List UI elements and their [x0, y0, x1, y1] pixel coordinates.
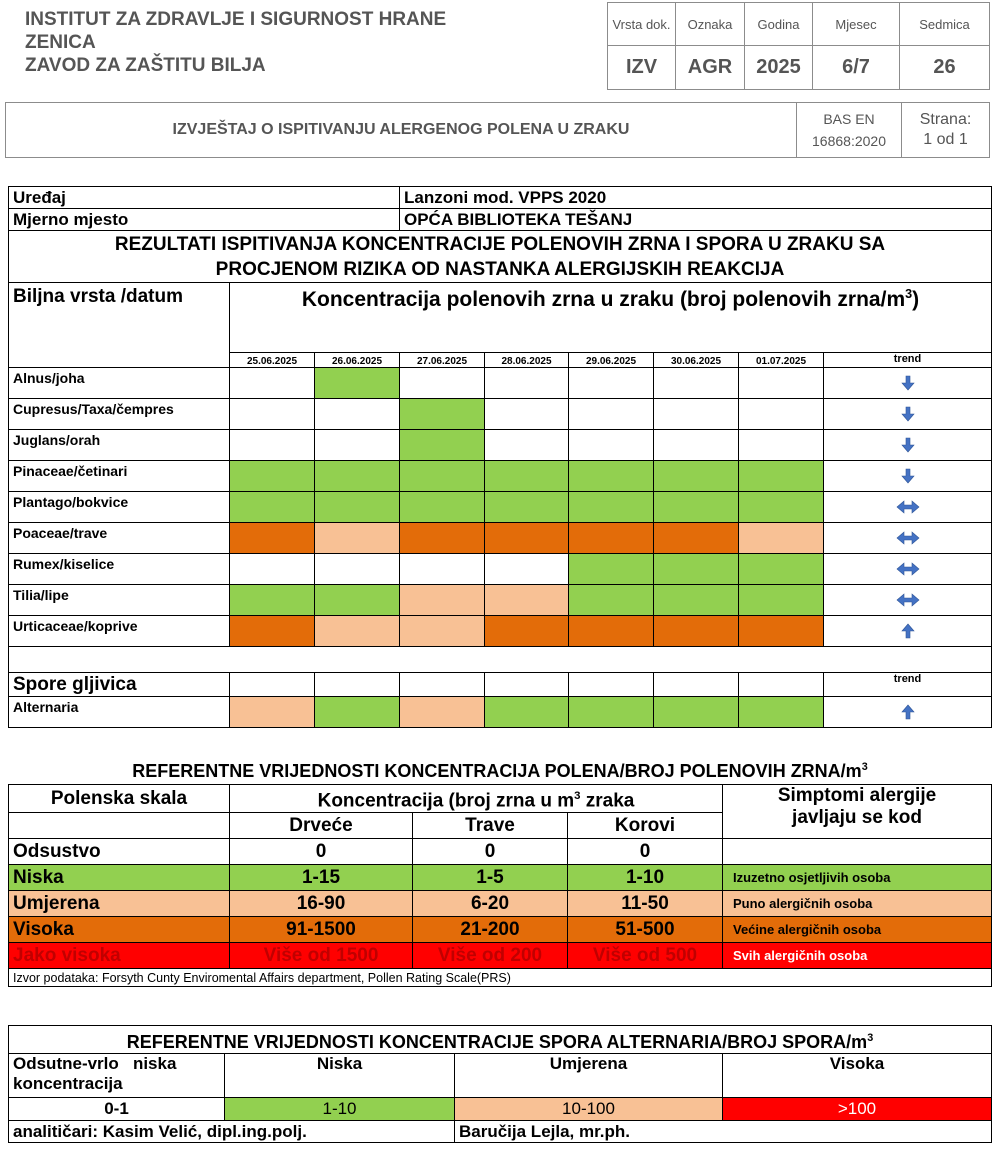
doc-label-year: Godina: [745, 3, 813, 46]
pollen-reference-table: [8, 784, 992, 987]
concentration-cell: [315, 585, 400, 616]
concentration-cell: [654, 554, 739, 585]
concentration-cell: [485, 697, 569, 728]
doc-label-code: Oznaka: [676, 3, 745, 46]
site-label: Mjerno mjesto: [9, 209, 400, 231]
level-low: Niska: [9, 865, 230, 891]
concentration-cell: [485, 399, 569, 430]
concentration-cell: [400, 461, 485, 492]
concentration-cell: [654, 399, 739, 430]
analyst-2: Baručija Lejla, mr.ph.: [455, 1121, 992, 1143]
spore-header: Spore gljivica: [9, 673, 230, 697]
level-high: Visoka: [9, 917, 230, 943]
alternaria-title: [9, 1026, 992, 1054]
spore-trend-header: trend: [824, 673, 992, 697]
weeds-value: 1-10: [568, 865, 723, 891]
concentration-cell: [400, 430, 485, 461]
concentration-cell: [400, 399, 485, 430]
concentration-cell: [569, 430, 654, 461]
trend-cell: [824, 492, 992, 523]
weeds-value: 11-50: [568, 891, 723, 917]
concentration-cell: [739, 368, 824, 399]
concentration-cell: [400, 554, 485, 585]
weeds-value: Više od 500: [568, 943, 723, 969]
species-row: [9, 697, 992, 728]
standard-line-2: 16868:2020: [812, 133, 886, 149]
document-code-table: [607, 2, 990, 90]
device-label: Uređaj: [9, 187, 400, 209]
concentration-cell: [485, 585, 569, 616]
alternaria-title-text: REFERENTNE VRIJEDNOSTI KONCENTRACIJE SPORA ALTERNARIA/BROJ SPORA/m: [126, 1031, 868, 1052]
concentration-cell: [569, 697, 654, 728]
concentration-cell: [569, 616, 654, 647]
date-header: 27.06.2025: [400, 353, 485, 368]
level-absent: Odsustvo: [9, 839, 230, 865]
trend-cell: [824, 461, 992, 492]
concentration-cell: [230, 523, 315, 554]
ref-concentration-end: zraka: [580, 790, 635, 812]
concentration-cell: [739, 697, 824, 728]
empty-cell: [485, 673, 569, 697]
concentration-cell: [654, 492, 739, 523]
concentration-cell: [654, 523, 739, 554]
concentration-cell: [654, 616, 739, 647]
concentration-cell: [569, 554, 654, 585]
symptoms-header: [723, 785, 992, 839]
pollen-reference-title: [8, 761, 992, 782]
symptom-text: Većine alergičnih osoba: [723, 917, 992, 943]
trend-up-icon: [901, 704, 915, 720]
trees-value: 1-15: [230, 865, 413, 891]
grass-value: 0: [413, 839, 568, 865]
species-name: Pinaceae/četinari: [9, 461, 230, 492]
concentration-cell: [485, 523, 569, 554]
grass-value: 1-5: [413, 865, 568, 891]
concentration-cell: [230, 399, 315, 430]
species-name: Alternaria: [9, 697, 230, 728]
concentration-cell: [315, 461, 400, 492]
grass-value: 6-20: [413, 891, 568, 917]
concentration-cell: [400, 585, 485, 616]
doc-value-week: 26: [900, 46, 990, 90]
alt-header-high: Visoka: [723, 1054, 992, 1098]
concentration-cell: [315, 554, 400, 585]
species-name: Juglans/orah: [9, 430, 230, 461]
concentration-cell: [569, 585, 654, 616]
symptom-text: [723, 839, 992, 865]
concentration-cell: [654, 368, 739, 399]
alt-value-absent: 0-1: [9, 1098, 225, 1121]
alt-header-low: Niska: [225, 1054, 455, 1098]
alt-header-moderate: Umjerena: [455, 1054, 723, 1098]
date-header: 01.07.2025: [739, 353, 824, 368]
species-row: [9, 430, 992, 461]
concentration-cell: [315, 523, 400, 554]
concentration-cell: [739, 399, 824, 430]
standard-reference: [797, 103, 902, 158]
species-row: [9, 492, 992, 523]
concentration-cell: [739, 523, 824, 554]
alt-value-low: 1-10: [225, 1098, 455, 1121]
species-name: Urticaceae/koprive: [9, 616, 230, 647]
species-row: [9, 523, 992, 554]
doc-label-week: Sedmica: [900, 3, 990, 46]
alt-header-absent-line-1: Odsutne-vrlo niska: [13, 1054, 177, 1073]
alt-value-moderate: 10-100: [455, 1098, 723, 1121]
concentration-cell: [230, 368, 315, 399]
concentration-cell: [400, 492, 485, 523]
concentration-cell: [485, 492, 569, 523]
concentration-cell: [230, 697, 315, 728]
species-row: [9, 554, 992, 585]
doc-value-month: 6/7: [813, 46, 900, 90]
concentration-cell: [400, 697, 485, 728]
concentration-header-sup: 3: [905, 287, 913, 301]
spacer-row: [9, 647, 992, 673]
symptom-text: Svih alergičnih osoba: [723, 943, 992, 969]
species-name: Plantago/bokvice: [9, 492, 230, 523]
data-source: Izvor podataka: Forsyth Cunty Enviromental Affairs department, Pollen Rating Scale(PRS): [9, 969, 992, 987]
concentration-cell: [400, 616, 485, 647]
concentration-cell: [569, 461, 654, 492]
concentration-cell: [230, 554, 315, 585]
concentration-header-text: Koncentracija polenovih zrna u zraku (broj polenovih zrna/m: [301, 288, 906, 311]
concentration-cell: [315, 430, 400, 461]
symptoms-header-line-1: Simptomi alergije: [777, 785, 937, 806]
doc-value-code: AGR: [676, 46, 745, 90]
concentration-cell: [739, 554, 824, 585]
pollen-reference-title-text: REFERENTNE VRIJEDNOSTI KONCENTRACIJA POLENA/BROJ POLENOVIH ZRNA/m: [132, 761, 862, 781]
trend-header: trend: [824, 353, 992, 368]
concentration-cell: [230, 585, 315, 616]
empty-cell: [230, 673, 315, 697]
date-header: 26.06.2025: [315, 353, 400, 368]
empty-cell: [739, 673, 824, 697]
concentration-cell: [485, 554, 569, 585]
doc-label-month: Mjesec: [813, 3, 900, 46]
section-title-line-2: PROCJENOM RIZIKA OD NASTANKA ALERGIJSKIH REAKCIJA: [215, 258, 785, 280]
concentration-cell: [654, 697, 739, 728]
species-row: [9, 616, 992, 647]
trend-cell: [824, 697, 992, 728]
empty-cell: [315, 673, 400, 697]
doc-label-type: Vrsta dok.: [608, 3, 676, 46]
concentration-cell: [739, 430, 824, 461]
institute-name: [25, 8, 595, 77]
concentration-cell: [569, 399, 654, 430]
site-value: OPĆA BIBLIOTEKA TEŠANJ: [400, 209, 992, 231]
weeds-value: 51-500: [568, 917, 723, 943]
concentration-cell: [315, 399, 400, 430]
scale-header: Polenska skala: [9, 785, 230, 813]
concentration-cell: [654, 461, 739, 492]
trend-both-icon: [896, 530, 920, 546]
level-moderate: Umjerena: [9, 891, 230, 917]
concentration-cell: [654, 585, 739, 616]
alt-header-absent: [9, 1054, 225, 1098]
concentration-cell: [230, 492, 315, 523]
species-name: Tilia/lipe: [9, 585, 230, 616]
species-name: Cupresus/Taxa/čempres: [9, 399, 230, 430]
date-header: 25.06.2025: [230, 353, 315, 368]
concentration-header-end: ): [912, 288, 920, 311]
ref-concentration-text: Koncentracija (broj zrna u m: [317, 790, 575, 812]
concentration-cell: [230, 430, 315, 461]
page-value: 1 od 1: [923, 131, 968, 148]
species-row: [9, 461, 992, 492]
trend-down-icon: [901, 406, 915, 422]
species-name: Rumex/kiselice: [9, 554, 230, 585]
concentration-cell: [400, 368, 485, 399]
alternaria-reference-table: [8, 1025, 992, 1143]
trees-value: 91-1500: [230, 917, 413, 943]
concentration-header: [230, 283, 992, 353]
grass-value: 21-200: [413, 917, 568, 943]
concentration-cell: [315, 697, 400, 728]
institute-line-1: INSTITUT ZA ZDRAVLJE I SIGURNOST HRANE: [25, 9, 447, 30]
trend-down-icon: [901, 468, 915, 484]
trend-both-icon: [896, 592, 920, 608]
device-value: Lanzoni mod. VPPS 2020: [400, 187, 992, 209]
level-very-high: Jako visoka: [9, 943, 230, 969]
trend-down-icon: [901, 375, 915, 391]
trend-cell: [824, 616, 992, 647]
concentration-cell: [230, 616, 315, 647]
species-name: Poaceae/trave: [9, 523, 230, 554]
concentration-cell: [569, 523, 654, 554]
trend-cell: [824, 585, 992, 616]
concentration-cell: [739, 492, 824, 523]
report-title: IZVJEŠTAJ O ISPITIVANJU ALERGENOG POLENA U ZRAKU: [6, 103, 797, 158]
concentration-cell: [739, 616, 824, 647]
ref-concentration-sup: 3: [574, 790, 581, 802]
trend-both-icon: [896, 561, 920, 577]
date-header: 29.06.2025: [569, 353, 654, 368]
species-row: [9, 585, 992, 616]
date-header: 28.06.2025: [485, 353, 569, 368]
empty-cell: [9, 813, 230, 839]
standard-line-1: BAS EN: [823, 111, 875, 127]
concentration-cell: [485, 461, 569, 492]
grass-value: Više od 200: [413, 943, 568, 969]
trend-cell: [824, 430, 992, 461]
analyst-1: analitičari: Kasim Velić, dipl.ing.polj.: [9, 1121, 455, 1143]
alt-header-absent-line-2: koncentracija: [13, 1074, 123, 1093]
doc-value-type: IZV: [608, 46, 676, 90]
section-title-line-1: REZULTATI ISPITIVANJA KONCENTRACIJE POLENOVIH ZRNA I SPORA U ZRAKU SA: [114, 233, 886, 255]
concentration-cell: [315, 492, 400, 523]
concentration-cell: [739, 461, 824, 492]
report-title-table: [5, 102, 990, 158]
page-indicator: [902, 103, 990, 158]
concentration-cell: [315, 616, 400, 647]
pollen-results-table: [8, 186, 992, 728]
concentration-cell: [230, 461, 315, 492]
concentration-cell: [739, 585, 824, 616]
species-row: [9, 399, 992, 430]
symptom-text: Izuzetno osjetljivih osoba: [723, 865, 992, 891]
trend-up-icon: [901, 623, 915, 639]
species-name: Alnus/joha: [9, 368, 230, 399]
date-header: 30.06.2025: [654, 353, 739, 368]
col-weeds: Korovi: [568, 813, 723, 839]
weeds-value: 0: [568, 839, 723, 865]
col-trees: Drveće: [230, 813, 413, 839]
institute-line-3: ZAVOD ZA ZAŠTITU BILJA: [25, 55, 266, 76]
page-label: Strana:: [919, 111, 972, 128]
concentration-cell: [569, 368, 654, 399]
species-row: [9, 368, 992, 399]
concentration-cell: [400, 523, 485, 554]
trees-value: Više od 1500: [230, 943, 413, 969]
concentration-cell: [485, 616, 569, 647]
concentration-cell: [485, 368, 569, 399]
trees-value: 0: [230, 839, 413, 865]
trend-down-icon: [901, 437, 915, 453]
institute-line-2: ZENICA: [25, 32, 96, 53]
trees-value: 16-90: [230, 891, 413, 917]
trend-cell: [824, 368, 992, 399]
doc-value-year: 2025: [745, 46, 813, 90]
trend-cell: [824, 523, 992, 554]
trend-cell: [824, 554, 992, 585]
concentration-cell: [315, 368, 400, 399]
concentration-cell: [569, 492, 654, 523]
concentration-cell: [654, 430, 739, 461]
concentration-cell: [485, 430, 569, 461]
empty-cell: [569, 673, 654, 697]
empty-cell: [654, 673, 739, 697]
trend-cell: [824, 399, 992, 430]
alt-value-high: >100: [723, 1098, 992, 1121]
pollen-reference-title-sup: 3: [861, 761, 868, 773]
alternaria-title-sup: 3: [867, 1031, 874, 1044]
section-title: [9, 231, 992, 283]
empty-cell: [400, 673, 485, 697]
symptoms-header-line-2: javljaju se kod: [792, 807, 922, 828]
symptom-text: Puno alergičnih osoba: [723, 891, 992, 917]
col-grass: Trave: [413, 813, 568, 839]
trend-both-icon: [896, 499, 920, 515]
species-date-header: Biljna vrsta /datum: [9, 283, 230, 368]
ref-concentration-header: [230, 785, 723, 813]
